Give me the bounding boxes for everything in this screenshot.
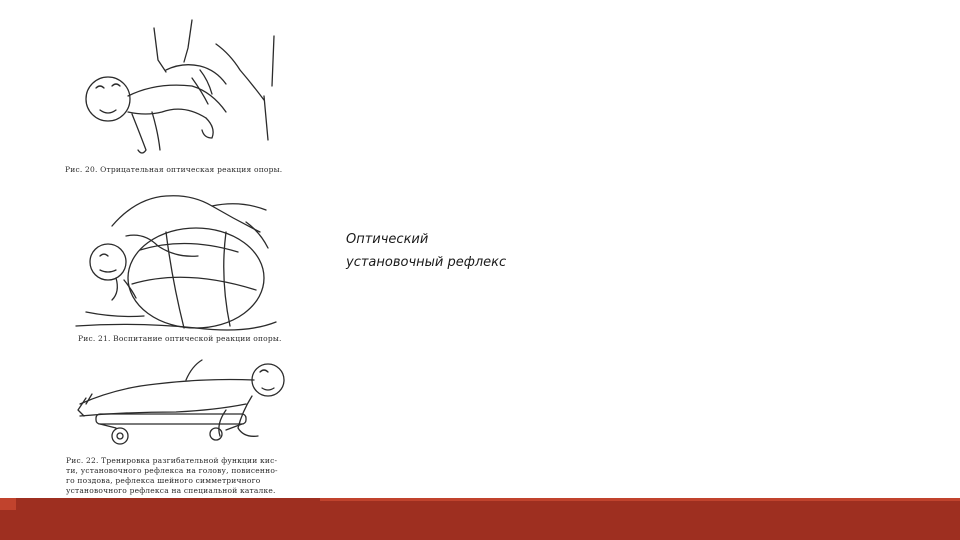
figure-21-drawing (76, 196, 276, 330)
illustrations (16, 0, 320, 510)
illustration-panel (16, 0, 320, 510)
figure-22-drawing (78, 360, 284, 444)
figure-20-caption: Рис. 20. Отрицательная оптическая реакция опоры. (65, 165, 283, 174)
slide-text-line-1: Оптический (346, 232, 429, 247)
footer-accent-right (320, 498, 960, 501)
footer-accent-left (0, 498, 16, 510)
figure-21-caption: Рис. 21. Воспитание оптической реакции опоры. (78, 334, 282, 343)
footer-bar (0, 498, 960, 540)
figure-22-caption: Рис. 22. Тренировка разгибательной функции кис- ти, установочного рефлекса на голову, повисенно- го поздова, рефлекса шейного симметричного установочного рефлекса на специальной каталке. (66, 456, 278, 495)
figure-20-drawing (86, 20, 274, 153)
slide-text-line-2: установочный рефлекс (346, 255, 507, 270)
slide-text (346, 228, 606, 274)
